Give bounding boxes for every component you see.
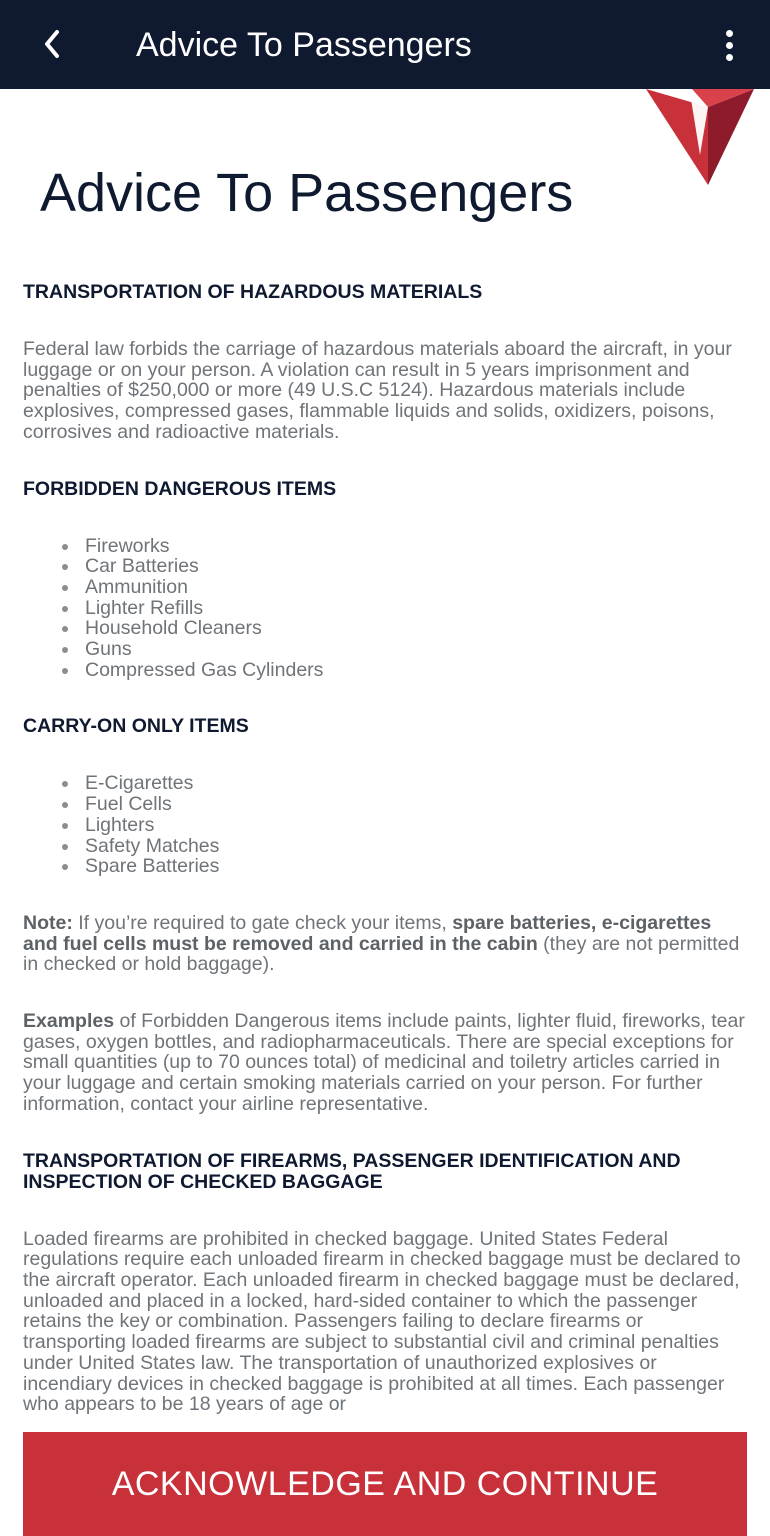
note-label: Note: [23, 911, 73, 934]
list-item: Lighters [85, 815, 747, 836]
back-button[interactable] [28, 18, 76, 70]
note-bold-text: spare batteries, e-cigarettes and fuel cells must be removed and carried in the cabin [23, 911, 712, 955]
list-item: Car Batteries [85, 556, 747, 577]
top-app-bar [0, 0, 770, 89]
note-paragraph [23, 913, 747, 975]
examples-paragraph [23, 1011, 747, 1115]
list-item: Lighter Refills [85, 598, 747, 619]
list-item: Compressed Gas Cylinders [85, 660, 747, 681]
note-text-after: (they are not permitted in checked or hold baggage). [23, 932, 740, 976]
carry-on-heading: CARRY-ON ONLY ITEMS [23, 715, 249, 738]
widget-logo-icon [646, 89, 754, 185]
more-vertical-icon-dot [726, 42, 733, 49]
more-options-button[interactable] [714, 22, 744, 68]
hazmat-heading: TRANSPORTATION OF HAZARDOUS MATERIALS [23, 281, 483, 303]
list-item: E-Cigarettes [85, 773, 747, 794]
firearms-heading: TRANSPORTATION OF FIREARMS, PASSENGER IDENTIFICATION AND INSPECTION OF CHECKED BAGGAGE [23, 1149, 681, 1193]
note-text-before: If you’re required to gate check your items, [72, 911, 453, 934]
chevron-left-icon [42, 29, 62, 59]
examples-label: Examples [23, 1010, 115, 1033]
page-title: Advice To Passengers [40, 163, 574, 223]
firearms-paragraph: Loaded firearms are prohibited in checked baggage. United States Federal regulations require each unloaded firearm in checked baggage must be declared to the aircraft operator. Each unloaded firearm in checked baggage must be declared, unloaded and placed in a locked, hard-sided container to which the passenger retains the key or combination. Passengers failing to declare firearms or transporting loaded firearms are subject to substantial civil and criminal penalties under United States law. The transportation of unauthorized explosives or incendiary devices in checked baggage is prohibited at all times. Each passenger who appears to be 18 years of age or [23, 1227, 741, 1416]
carry-on-items-list [23, 773, 747, 877]
examples-text: of Forbidden Dangerous items include paints, lighter fluid, fireworks, tear gases, oxygen bottles, and radiopharmaceuticals. There are special exceptions for small quantities (up to 70 ounces total) of medicinal and toiletry articles carried in your luggage and certain smoking materials carried on your person. For further information, contact your airline representative. [23, 1010, 745, 1115]
forbidden-items-heading: FORBIDDEN DANGEROUS ITEMS [23, 477, 337, 500]
acknowledge-and-continue-button[interactable]: ACKNOWLEDGE AND CONTINUE [23, 1432, 747, 1536]
list-item: Ammunition [85, 577, 747, 598]
scroll-content[interactable] [0, 89, 770, 1432]
more-vertical-icon-dot [726, 54, 733, 61]
list-item: Safety Matches [85, 836, 747, 857]
list-item: Household Cleaners [85, 618, 747, 639]
app-bar-title: Advice To Passengers [136, 26, 472, 64]
list-item: Guns [85, 639, 747, 660]
list-item: Fireworks [85, 536, 747, 557]
forbidden-items-list [23, 536, 747, 681]
advice-body [23, 282, 747, 1432]
more-vertical-icon [726, 30, 733, 37]
list-item: Spare Batteries [85, 856, 747, 877]
hazmat-paragraph: Federal law forbids the carriage of hazardous materials aboard the aircraft, in your luggage or on your person. A violation can result in 5 years imprisonment and penalties of $250,000 or more (49 U.S.C 5124). Hazardous materials include explosives, compressed gases, flammable liquids and solids, oxidizers, poisons, corrosives and radioactive materials. [23, 338, 732, 443]
list-item: Fuel Cells [85, 794, 747, 815]
